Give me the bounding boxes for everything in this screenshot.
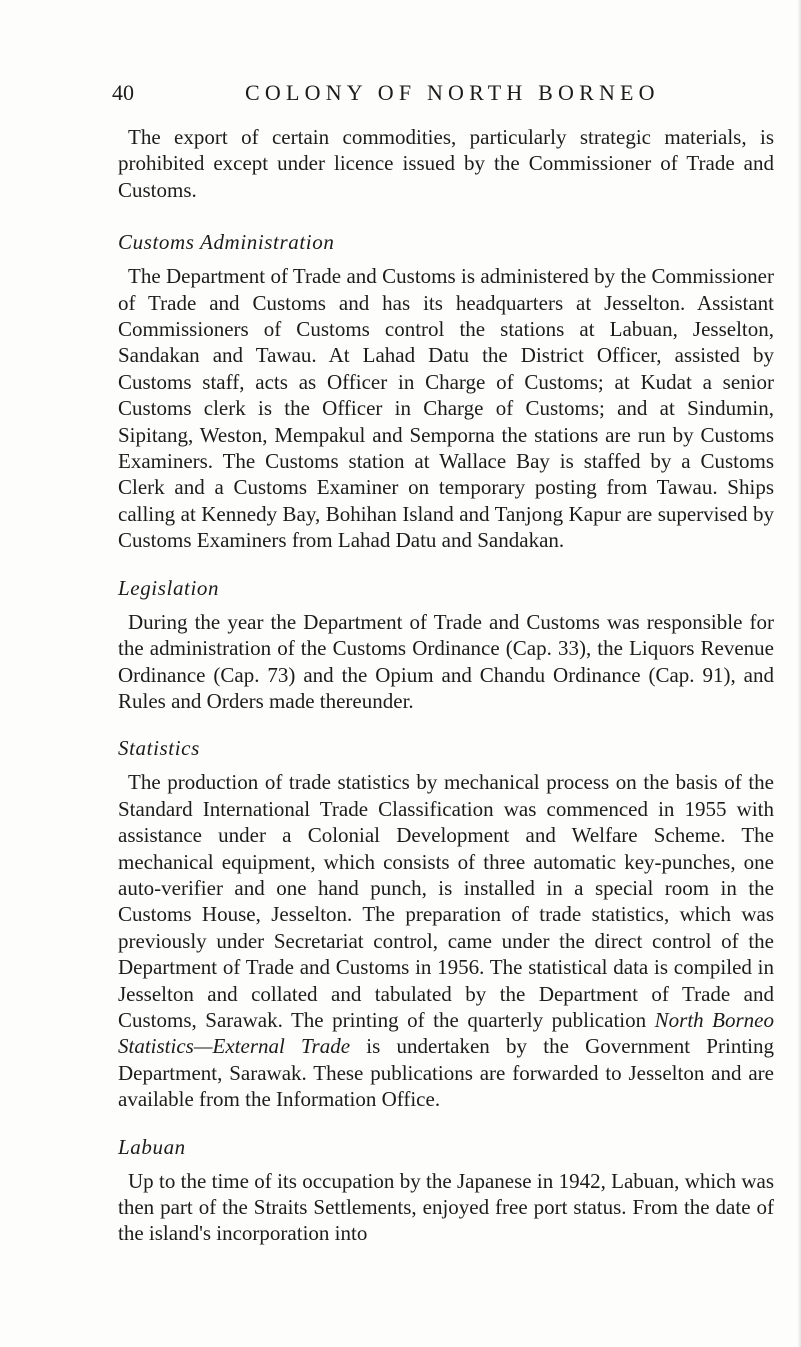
heading-legislation: Legislation: [118, 575, 220, 600]
statistics-text-before: The production of trade statistics by mechanical process on the basis of the Standard International Trade Classification was commenced in 1955 with assistance under a Colonial Development and Welfare Scheme. The mechanical equipment, which consists of three automatic key-punches, one auto-verifier and one hand punch, is installed in a special room in the Customs House, Jesselton. The preparation of trade statistics, which was previously under Secretariat control, came under the direct control of the Department of Trade and Customs in 1956. The statistical data is compiled in Jesselton and collated and tabulated by the Department of Trade and Customs, Sarawak. The printing of the quarterly publication: [118, 770, 774, 1032]
running-head: [112, 78, 672, 108]
statistics-text-after: is undertaken by the Government Printing Department, Sarawak. These publications are forwarded to Jesselton and are available from the Information Office.: [118, 1034, 774, 1112]
paragraph-statistics: [118, 769, 774, 1112]
paragraph-export-licence: The export of certain commodities, particularly strategic materials, is prohibited except under licence issued by the Commissioner of Trade and Customs.: [118, 125, 774, 202]
heading-labuan: Labuan: [118, 1134, 186, 1159]
paragraph-customs-administration: The Department of Trade and Customs is administered by the Commissioner of Trade and Customs and has its headquarters at Jesselton. Assistant Commissioners of Customs control the stations at Labuan, Jesselton, Sandakan and Tawau. At Lahad Datu the District Officer, assisted by Customs staff, acts as Officer in Charge of Customs; at Kudat a senior Customs clerk is the Officer in Charge of Customs; and at Sindumin, Sipitang, Weston, Mempakul and Semporna the stations are run by Customs Examiners. The Customs station at Wallace Bay is staffed by a Customs Clerk and a Customs Examiner on temporary posting from Tawau. Ships calling at Kennedy Bay, Bohihan Island and Tanjong Kapur are supervised by Customs Examiners from Lahad Datu and Sandakan.: [118, 264, 774, 553]
page-number: 40: [112, 80, 134, 105]
body-text: [118, 124, 774, 1247]
heading-statistics: Statistics: [118, 736, 200, 761]
paragraph-labuan: Up to the time of its occupation by the Japanese in 1942, Labuan, which was then part of the Straits Settlements, enjoyed free port status. From the date of the island's incorporation into: [118, 1168, 774, 1246]
page-edge-shadow: [797, 0, 801, 1347]
heading-customs-administration: Customs Administration: [118, 230, 335, 255]
running-title: COLONY OF NORTH BORNEO: [245, 80, 660, 105]
paragraph-legislation: During the year the Department of Trade and Customs was responsible for the administration of the Customs Ordinance (Cap. 33), the Liquors Revenue Ordinance (Cap. 73) and the Opium and Chandu Ordinance (Cap. 91), and Rules and Orders made thereunder.: [118, 609, 774, 713]
publication-title: North Borneo Statistics—External Trade: [118, 1007, 774, 1059]
